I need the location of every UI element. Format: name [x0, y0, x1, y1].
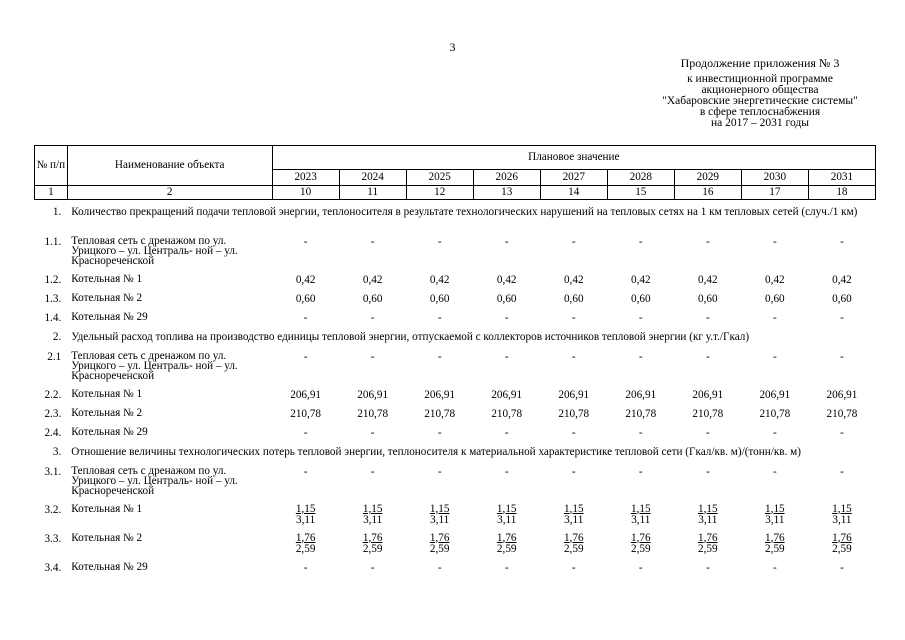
value-cell: -: [504, 350, 509, 363]
fraction-denominator: 2,59: [563, 542, 584, 555]
object-name: Котельная № 2: [71, 406, 143, 419]
column-index: 14: [540, 186, 607, 200]
value-cell: -: [571, 235, 576, 248]
value-cell: [674, 504, 741, 533]
object-name: Тепловая сеть с дренажом по ул. Урицкого – ул. Централь- ной – ул. Краснореченской: [71, 234, 238, 267]
fraction-value: [430, 504, 450, 526]
value-cell: [406, 533, 473, 562]
value-cell: -: [504, 465, 509, 478]
value-cell: -: [504, 235, 509, 248]
section-title: Отношение величины технологических потерь тепловой энергии, теплоносителя к материальной характеристике тепловой сети (Гкал/кв. м)/(тонн/кв. м): [71, 445, 801, 458]
column-index: 1: [35, 186, 68, 200]
value-cell: 210,78: [424, 407, 456, 420]
table-row: [35, 312, 876, 331]
value-cell: 0,42: [765, 273, 785, 286]
fraction-denominator: 3,11: [296, 513, 316, 526]
value-cell: -: [504, 311, 509, 324]
fraction-numerator: 1,15: [630, 502, 651, 515]
column-index: 15: [607, 186, 674, 200]
fraction-value: [430, 533, 450, 555]
table-row: [35, 504, 876, 533]
year-header: 2027: [540, 170, 607, 186]
year-header: 2024: [339, 170, 406, 186]
fraction-numerator: 1,76: [496, 531, 517, 544]
fraction-numerator: 1,76: [295, 531, 316, 544]
value-cell: -: [437, 235, 442, 248]
table-row: [35, 389, 876, 408]
fraction-value: [296, 533, 316, 555]
value-cell: 0,42: [295, 273, 316, 286]
header-line: в сфере теплоснабжения: [699, 106, 821, 118]
object-name: Котельная № 1: [71, 502, 143, 515]
col-header-number: № п/п: [35, 146, 68, 186]
value-cell: 206,91: [558, 388, 590, 401]
value-cell: [808, 504, 875, 533]
fraction-numerator: 1,15: [832, 502, 852, 515]
fraction-denominator: 3,11: [430, 513, 450, 526]
value-cell: -: [705, 350, 710, 363]
fraction-denominator: 2,59: [496, 542, 517, 555]
value-cell: 206,91: [357, 388, 389, 401]
value-cell: 0,42: [429, 273, 450, 286]
section-row: [35, 331, 876, 351]
value-cell: -: [571, 561, 576, 574]
fraction-numerator: 1,76: [429, 531, 450, 544]
value-cell: -: [772, 465, 777, 478]
year-header: 2029: [674, 170, 741, 186]
value-cell: -: [303, 311, 308, 324]
value-cell: -: [437, 426, 442, 439]
object-name: Котельная № 29: [71, 560, 148, 573]
value-cell: [540, 533, 607, 562]
table-row: [35, 274, 876, 293]
object-name: Котельная № 1: [71, 272, 143, 285]
row-number: 2.4.: [44, 426, 62, 439]
value-cell: 0,42: [496, 273, 517, 286]
page-number: 3: [449, 40, 456, 54]
fraction-value: [698, 504, 718, 526]
section-row: [35, 206, 876, 236]
section-number: 3.: [52, 445, 62, 458]
year-header: 2031: [808, 170, 875, 186]
value-cell: 0,60: [765, 292, 785, 305]
value-cell: 0,42: [832, 273, 852, 286]
value-cell: -: [370, 235, 375, 248]
table-row: [35, 562, 876, 581]
value-cell: 0,60: [295, 292, 316, 305]
fraction-value: [631, 504, 651, 526]
section-number: 2.: [52, 330, 62, 343]
table-row: [35, 466, 876, 504]
column-index: 12: [406, 186, 473, 200]
row-number: 3.4.: [44, 561, 62, 574]
value-cell: 210,78: [692, 407, 724, 420]
value-cell: -: [571, 311, 576, 324]
header-line: к инвестиционной программе: [687, 73, 833, 85]
object-name: Тепловая сеть с дренажом по ул. Урицкого – ул. Централь- ной – ул. Краснореченской: [71, 464, 238, 497]
value-cell: 0,60: [698, 292, 718, 305]
value-cell: -: [370, 561, 375, 574]
value-cell: -: [571, 350, 576, 363]
value-cell: 0,60: [496, 292, 517, 305]
fraction-numerator: 1,76: [832, 531, 852, 544]
table-row: [35, 408, 876, 427]
value-cell: 210,78: [826, 407, 858, 420]
fraction-value: [363, 533, 383, 555]
value-cell: [473, 533, 540, 562]
fraction-numerator: 1,76: [765, 531, 785, 544]
year-header: 2026: [473, 170, 540, 186]
value-cell: -: [840, 465, 844, 478]
fraction-value: [832, 533, 852, 555]
object-name: Котельная № 2: [71, 531, 143, 544]
value-cell: [607, 533, 674, 562]
value-cell: -: [638, 426, 643, 439]
value-cell: 206,91: [290, 388, 321, 401]
year-header: 2030: [741, 170, 808, 186]
fraction-denominator: 3,11: [564, 513, 584, 526]
row-number: 1.2.: [44, 273, 62, 286]
row-number: 1.3.: [44, 292, 62, 305]
section-number: 1.: [52, 205, 62, 218]
fraction-denominator: 2,59: [295, 542, 316, 555]
object-name: Тепловая сеть с дренажом по ул. Урицкого – ул. Централь- ной – ул. Краснореченской: [71, 349, 238, 382]
fraction-denominator: 2,59: [765, 542, 785, 555]
value-cell: -: [638, 561, 643, 574]
appendix-continuation: Продолжение приложения № 3: [680, 56, 840, 70]
value-cell: -: [840, 311, 844, 324]
column-index: 18: [808, 186, 875, 200]
value-cell: -: [772, 311, 777, 324]
fraction-numerator: 1,15: [295, 502, 316, 515]
value-cell: [339, 533, 406, 562]
value-cell: 210,78: [290, 407, 321, 420]
value-cell: -: [370, 311, 375, 324]
value-cell: -: [840, 235, 844, 248]
fraction-numerator: 1,15: [429, 502, 450, 515]
row-number: 2.1: [47, 350, 62, 363]
column-index: 10: [272, 186, 339, 200]
row-number: 2.2.: [44, 388, 62, 401]
header-line: на 2017 – 2031 годы: [711, 117, 809, 129]
value-cell: 0,42: [630, 273, 651, 286]
fraction-denominator: 3,11: [363, 513, 383, 526]
fraction-value: [564, 504, 584, 526]
value-cell: 210,78: [558, 407, 590, 420]
value-cell: -: [303, 561, 308, 574]
value-cell: -: [437, 311, 442, 324]
fraction-denominator: 3,11: [832, 513, 852, 526]
indicators-table: [34, 145, 876, 581]
value-cell: [339, 504, 406, 533]
value-cell: -: [437, 465, 442, 478]
fraction-value: [698, 533, 718, 555]
col-header-planned-value: Плановое значение: [272, 146, 875, 170]
value-cell: -: [504, 561, 509, 574]
value-cell: -: [638, 311, 643, 324]
fraction-numerator: 1,15: [765, 502, 785, 515]
value-cell: -: [840, 426, 844, 439]
value-cell: -: [370, 465, 375, 478]
fraction-value: [631, 533, 651, 555]
value-cell: 206,91: [491, 388, 523, 401]
year-header: 2023: [272, 170, 339, 186]
value-cell: -: [571, 426, 576, 439]
value-cell: -: [705, 561, 710, 574]
value-cell: 0,60: [362, 292, 383, 305]
column-index: 2: [67, 186, 272, 200]
fraction-numerator: 1,15: [563, 502, 584, 515]
value-cell: -: [303, 350, 308, 363]
row-number: 3.1.: [44, 465, 62, 478]
value-cell: [741, 504, 808, 533]
value-cell: -: [772, 426, 777, 439]
value-cell: 206,91: [424, 388, 456, 401]
fraction-value: [363, 504, 383, 526]
fraction-value: [832, 504, 852, 526]
value-cell: -: [437, 561, 442, 574]
value-cell: -: [772, 350, 777, 363]
value-cell: -: [705, 235, 710, 248]
object-name: Котельная № 29: [71, 310, 148, 323]
value-cell: 0,60: [563, 292, 584, 305]
fraction-numerator: 1,15: [496, 502, 517, 515]
object-name: Котельная № 2: [71, 291, 143, 304]
fraction-denominator: 2,59: [698, 542, 718, 555]
header-line: акционерного общества: [701, 84, 819, 96]
column-index: 16: [674, 186, 741, 200]
table-row: [35, 533, 876, 562]
row-number: 3.3.: [44, 532, 62, 545]
value-cell: -: [638, 350, 643, 363]
fraction-numerator: 1,15: [698, 502, 718, 515]
value-cell: -: [772, 235, 777, 248]
fraction-value: [765, 504, 785, 526]
value-cell: -: [370, 426, 375, 439]
fraction-denominator: 2,59: [630, 542, 651, 555]
year-header: 2028: [607, 170, 674, 186]
value-cell: -: [303, 465, 308, 478]
value-cell: -: [437, 350, 442, 363]
fraction-denominator: 3,11: [497, 513, 517, 526]
fraction-denominator: 2,59: [362, 542, 383, 555]
value-cell: [272, 533, 339, 562]
fraction-value: [765, 533, 785, 555]
column-index: 13: [473, 186, 540, 200]
value-cell: [607, 504, 674, 533]
value-cell: [473, 504, 540, 533]
value-cell: -: [840, 561, 844, 574]
fraction-denominator: 3,11: [765, 513, 785, 526]
value-cell: 0,60: [630, 292, 651, 305]
fraction-denominator: 2,59: [429, 542, 450, 555]
value-cell: 206,91: [625, 388, 657, 401]
column-index: 11: [339, 186, 406, 200]
fraction-denominator: 3,11: [631, 513, 651, 526]
value-cell: [272, 504, 339, 533]
value-cell: 210,78: [759, 407, 791, 420]
section-row: [35, 446, 876, 466]
table-row: [35, 293, 876, 312]
value-cell: 206,91: [826, 388, 858, 401]
value-cell: 0,60: [832, 292, 852, 305]
fraction-numerator: 1,76: [563, 531, 584, 544]
value-cell: 210,78: [491, 407, 523, 420]
value-cell: 0,42: [698, 273, 718, 286]
table-row: [35, 351, 876, 389]
value-cell: -: [504, 426, 509, 439]
fraction-numerator: 1,76: [362, 531, 383, 544]
value-cell: [674, 533, 741, 562]
table-row: [35, 427, 876, 446]
value-cell: -: [772, 561, 777, 574]
value-cell: [540, 504, 607, 533]
row-number: 2.3.: [44, 407, 62, 420]
value-cell: -: [638, 235, 643, 248]
object-name: Котельная № 29: [71, 425, 148, 438]
row-number: 1.1.: [44, 235, 62, 248]
table-row: [35, 236, 876, 274]
col-header-name: Наименование объекта: [67, 146, 272, 186]
value-cell: 206,91: [759, 388, 791, 401]
fraction-denominator: 2,59: [832, 542, 852, 555]
year-header: 2025: [406, 170, 473, 186]
value-cell: 0,60: [429, 292, 450, 305]
fraction-value: [497, 533, 517, 555]
value-cell: [808, 533, 875, 562]
object-name: Котельная № 1: [71, 387, 143, 400]
value-cell: -: [370, 350, 375, 363]
value-cell: -: [840, 350, 844, 363]
value-cell: 0,42: [563, 273, 584, 286]
section-title: Количество прекращений подачи тепловой энергии, теплоносителя в результате технологических нарушений на тепловых сетях на 1 км тепловых сетей (случ./1 км): [71, 205, 858, 218]
value-cell: [406, 504, 473, 533]
value-cell: -: [705, 465, 710, 478]
header-line: "Хабаровские энергетические системы": [662, 95, 858, 107]
column-index: 17: [741, 186, 808, 200]
fraction-numerator: 1,76: [630, 531, 651, 544]
row-number: 3.2.: [44, 503, 62, 516]
value-cell: 210,78: [625, 407, 657, 420]
fraction-denominator: 3,11: [698, 513, 718, 526]
fraction-value: [497, 504, 517, 526]
value-cell: -: [303, 426, 308, 439]
row-number: 1.4.: [44, 311, 62, 324]
value-cell: -: [303, 235, 308, 248]
value-cell: -: [705, 311, 710, 324]
value-cell: [741, 533, 808, 562]
fraction-value: [564, 533, 584, 555]
value-cell: -: [571, 465, 576, 478]
fraction-numerator: 1,15: [362, 502, 383, 515]
fraction-value: [296, 504, 316, 526]
value-cell: 210,78: [357, 407, 389, 420]
value-cell: 0,42: [362, 273, 383, 286]
value-cell: -: [705, 426, 710, 439]
fraction-numerator: 1,76: [698, 531, 718, 544]
value-cell: 206,91: [692, 388, 724, 401]
value-cell: -: [638, 465, 643, 478]
appendix-header: [600, 58, 905, 129]
section-title: Удельный расход топлива на производство единицы тепловой энергии, отпускаемой с коллекторов источников тепловой энергии (кг у.т./Гкал): [71, 330, 750, 343]
